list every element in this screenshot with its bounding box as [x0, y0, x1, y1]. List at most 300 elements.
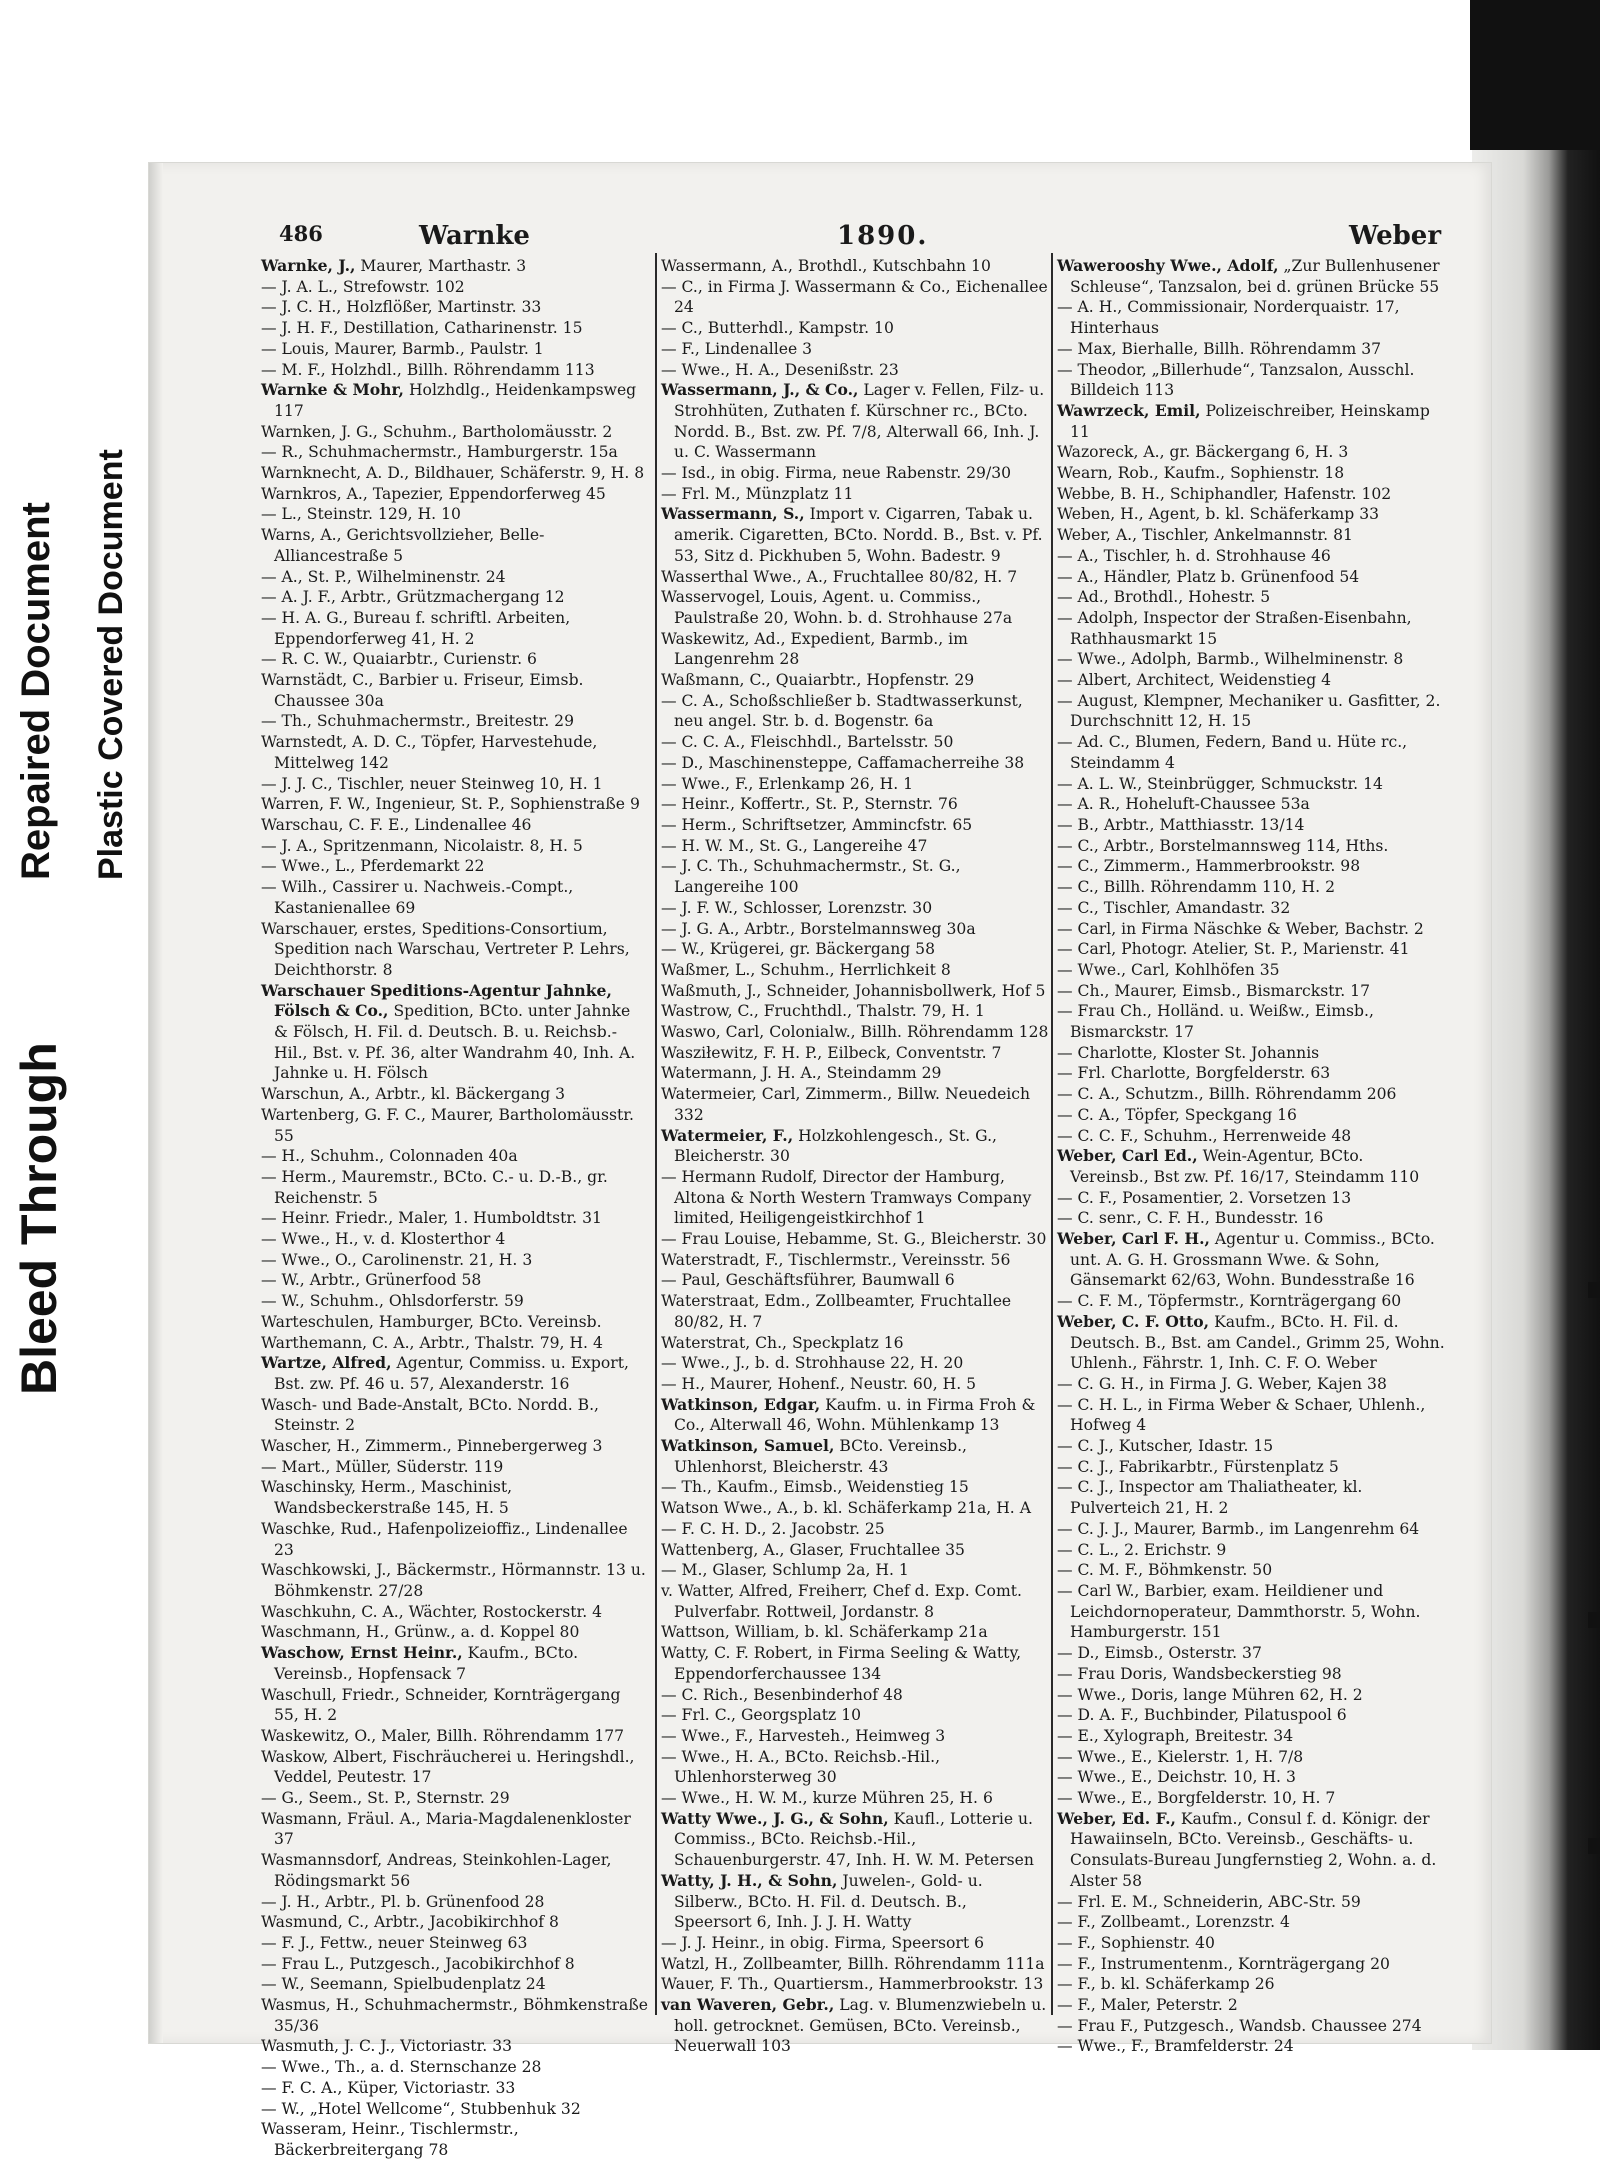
directory-entry — [661, 836, 1049, 857]
entry-text: — Charlotte, Kloster St. Johannis — [1057, 1043, 1320, 1062]
directory-entry — [261, 587, 649, 608]
column-2 — [661, 256, 1049, 2056]
entry-text: — Louis, Maurer, Barmb., Paulstr. 1 — [261, 339, 544, 358]
entry-text: — C. F. M., Töpfermstr., Kornträgergang 60 — [1057, 1292, 1402, 1311]
directory-entry — [661, 1063, 1049, 1084]
column-1 — [261, 256, 649, 2159]
entry-text: Weber, A., Tischler, Ankelmannstr. 81 — [1057, 526, 1353, 545]
entry-bold-name: Watermeier, F., — [661, 1125, 794, 1145]
entry-text: Wasmannsdorf, Andreas, Steinkohlen-Lager, Rödingsmarkt 56 — [261, 1851, 612, 1890]
entry-text: Waterstrat, Ch., Speckplatz 16 — [661, 1333, 904, 1352]
entry-text: Kaufm. u. in Firma Froh & Co., Alterwall 46, Wohn. Mühlenkamp 13 — [674, 1395, 1036, 1435]
directory-entry — [1057, 360, 1445, 401]
entry-bold-name: Wassermann, S., — [661, 504, 805, 524]
directory-entry — [661, 339, 1049, 360]
directory-entry — [661, 1540, 1049, 1561]
directory-entry — [1057, 256, 1445, 297]
entry-text: Waschinsky, Herm., Maschinist, Wandsbeckerstraße 145, H. 5 — [261, 1478, 513, 1518]
entry-text: Kaufm., BCto. Vereinsb., Hopfensack 7 — [274, 1644, 579, 1683]
directory-entry — [661, 360, 1049, 381]
entry-text: — Herm., Schriftsetzer, Ammincfstr. 65 — [661, 815, 973, 834]
directory-entry — [261, 484, 649, 505]
entry-bold-name: Warnke, J., — [261, 256, 356, 275]
entry-text: Waskewitz, Ad., Expedient, Barmb., im Langenrehm 28 — [661, 629, 968, 669]
entry-text: — C. F., Posamentier, 2. Vorsetzen 13 — [1057, 1188, 1352, 1207]
entry-bold-name: Watty, J. H., & Sohn, — [661, 1870, 838, 1890]
directory-entry — [261, 1622, 649, 1643]
directory-entry — [261, 380, 649, 421]
entry-text: Watson Wwe., A., b. kl. Schäferkamp 21a, H. A — [661, 1499, 1031, 1518]
directory-entry — [261, 1353, 649, 1394]
entry-text: Wassermann, A., Brothdl., Kutschbahn 10 — [661, 257, 991, 275]
directory-entry — [1057, 774, 1445, 795]
directory-entry — [1057, 525, 1445, 546]
entry-text: Import v. Cigarren, Tabak u. amerik. Cigaretten, BCto. Nordd. B., Bst. v. Pf. 53, Sitz d. Pickhuben 5, Wohn. Badestr. 9 — [674, 505, 1043, 565]
directory-entry — [661, 794, 1049, 815]
directory-entry — [1057, 1229, 1445, 1291]
directory-entry — [1057, 1705, 1445, 1726]
directory-entry — [1057, 463, 1445, 484]
directory-entry — [661, 1084, 1049, 1125]
entry-text: — Wwe., F., Bramfelderstr. 24 — [1057, 2037, 1294, 2056]
directory-entry — [661, 463, 1049, 484]
directory-entry — [1057, 1540, 1445, 1561]
entry-text: Wartenberg, G. F. C., Maurer, Bartholomäusstr. 55 — [261, 1105, 634, 1145]
entry-text: Polizeischreiber, Heinskamp 11 — [1070, 401, 1430, 441]
directory-entry — [661, 1581, 1049, 1622]
entry-text: — F. J., Fettw., neuer Steinweg 63 — [261, 1933, 528, 1952]
directory-entry — [1057, 401, 1445, 442]
directory-entry — [261, 1892, 649, 1913]
entry-text: — Wwe., O., Carolinenstr. 21, H. 3 — [261, 1250, 533, 1269]
entry-text: Wazoreck, A., gr. Bäckergang 6, H. 3 — [1057, 443, 1349, 462]
entry-text: — H., Schuhm., Colonnaden 40a — [261, 1147, 518, 1166]
directory-entry — [661, 1395, 1049, 1436]
entry-text: — Wwe., Th., a. d. Sternschanze 28 — [261, 2058, 542, 2077]
entry-text: — Wwe., Carl, Kohlhöfen 35 — [1057, 960, 1280, 979]
directory-entry — [261, 856, 649, 877]
directory-entry — [661, 1001, 1049, 1022]
entry-text: Waschull, Friedr., Schneider, Kornträgergang 55, H. 2 — [261, 1685, 621, 1725]
entry-text: — J. A., Spritzenmann, Nicolaistr. 8, H. 5 — [261, 836, 583, 855]
directory-entry — [661, 1643, 1049, 1684]
entry-text: — W., „Hotel Wellcome“, Stubbenhuk 32 — [261, 2099, 581, 2118]
entry-text: — C. J., Fabrikarbtr., Fürstenplatz 5 — [1057, 1457, 1339, 1476]
directory-entry — [261, 463, 649, 484]
directory-entry — [261, 981, 649, 1085]
directory-entry — [661, 504, 1049, 566]
entry-text: — C., in Firma J. Wassermann & Co., Eichenallee 24 — [661, 277, 1048, 317]
entry-text: — Carl, in Firma Näschke & Weber, Bachstr. 2 — [1057, 919, 1424, 938]
entry-text: Wearn, Rob., Kaufm., Sophienstr. 18 — [1057, 464, 1345, 483]
directory-entry — [1057, 1767, 1445, 1788]
directory-entry — [261, 1850, 649, 1891]
entry-text: — Theodor, „Billerhude“, Tanzsalon, Ausschl. Billdeich 113 — [1057, 360, 1415, 400]
column-divider — [1051, 253, 1053, 2015]
entry-text: Juwelen-, Gold- u. Silberw., BCto. H. Fil. d. Deutsch. B., Speersort 6, Inh. J. J. H. Watty — [674, 1871, 983, 1932]
entry-text: Warnken, J. G., Schuhm., Bartholomäusstr. 2 — [261, 422, 613, 441]
directory-entry — [1057, 608, 1445, 649]
entry-text: — C. G. H., in Firma J. G. Weber, Kajen 38 — [1057, 1374, 1387, 1393]
entry-text: — Wwe., H. A., BCto. Reichsb.-Hil., Uhlenhorsterweg 30 — [661, 1747, 941, 1787]
directory-entry — [1057, 297, 1445, 338]
entry-text: — Wwe., H., v. d. Klosterthor 4 — [261, 1230, 506, 1249]
directory-entry — [661, 1498, 1049, 1519]
directory-entry — [661, 1788, 1049, 1809]
header-last-entry: Weber — [1349, 221, 1442, 251]
entry-text: — C., Tischler, Amandastr. 32 — [1057, 898, 1291, 917]
directory-entry — [261, 318, 649, 339]
entry-bold-name: Weber, Ed. F., — [1057, 1808, 1176, 1828]
directory-entry — [1057, 1043, 1445, 1064]
entry-text: Wattson, William, b. kl. Schäferkamp 21a — [661, 1623, 988, 1642]
entry-text: — C. A., Schoßschließer b. Stadtwasserkunst, neu angel. Str. b. d. Bogenstr. 6a — [661, 691, 1023, 731]
entry-text: Watermeier, Carl, Zimmerm., Billw. Neuedeich 332 — [661, 1085, 1031, 1124]
entry-text: — W., Schuhm., Ohlsdorferstr. 59 — [261, 1292, 524, 1311]
directory-entry — [661, 484, 1049, 505]
directory-entry — [261, 1788, 649, 1809]
header-first-entry: Warnke — [419, 221, 530, 251]
entry-text: — J. C. H., Holzflößer, Martinstr. 33 — [261, 298, 542, 317]
directory-entry — [1057, 1291, 1445, 1312]
entry-text: BCto. Vereinsb., Uhlenhorst, Bleicherstr. 43 — [674, 1437, 967, 1476]
directory-entry — [1057, 1581, 1445, 1643]
directory-entry — [661, 919, 1049, 940]
column-divider — [655, 253, 657, 2015]
entry-text: — Frl. M., Münzplatz 11 — [661, 484, 854, 503]
directory-entry — [261, 670, 649, 711]
entry-text: — G., Seem., St. P., Sternstr. 29 — [261, 1789, 510, 1808]
entry-text: — Wwe., F., Erlenkamp 26, H. 1 — [661, 774, 914, 793]
entry-text: — E., Xylograph, Breitestr. 34 — [1057, 1726, 1294, 1745]
directory-entry — [261, 1105, 649, 1146]
directory-entry — [261, 2099, 649, 2120]
entry-text: — Mart., Müller, Süderstr. 119 — [261, 1457, 504, 1476]
entry-text: Watzl, H., Zollbeamter, Billh. Röhrendamm 111a — [661, 1954, 1045, 1973]
directory-entry — [1057, 1105, 1445, 1126]
directory-entry — [661, 1022, 1049, 1043]
directory-entry — [661, 318, 1049, 339]
entry-text: — August, Klempner, Mechaniker u. Gasfitter, 2. Durchschnitt 12, H. 15 — [1057, 691, 1441, 731]
directory-entry — [1057, 1063, 1445, 1084]
directory-entry — [1057, 1912, 1445, 1933]
entry-text: — D. A. F., Buchbinder, Pilatuspool 6 — [1057, 1706, 1347, 1725]
directory-entry — [261, 1747, 649, 1788]
directory-entry — [261, 1436, 649, 1457]
entry-bold-name: Wassermann, J., & Co., — [661, 380, 859, 400]
directory-entry — [261, 1726, 649, 1747]
entry-text: — A. R., Hoheluft-Chaussee 53a — [1057, 795, 1310, 814]
entry-text: Maurer, Marthastr. 3 — [355, 257, 527, 275]
directory-entry — [261, 1084, 649, 1105]
entry-text: — Paul, Geschäftsführer, Baumwall 6 — [661, 1271, 955, 1290]
directory-entry — [661, 691, 1049, 732]
entry-text: — Wwe., E., Deichstr. 10, H. 3 — [1057, 1768, 1296, 1787]
entry-text: — Albert, Architect, Weidenstieg 4 — [1057, 671, 1332, 690]
entry-text: Warteschulen, Hamburger, BCto. Vereinsb. — [261, 1312, 602, 1331]
entry-text: Kaufm., Consul f. d. Königr. der Hawaiinseln, BCto. Vereinsb., Geschäfts- u. Consulats-Bureau Jungfernstieg 2, Wohn. a. d. Alster 58 — [1070, 1809, 1437, 1890]
column-3 — [1057, 256, 1445, 2056]
directory-entry — [661, 1622, 1049, 1643]
entry-text: — Frau Ch., Holländ. u. Weißw., Eimsb., Bismarckstr. 17 — [1057, 1002, 1374, 1042]
directory-entry — [1057, 1374, 1445, 1395]
page-header — [279, 221, 1459, 251]
directory-entry — [661, 629, 1049, 670]
directory-entry — [661, 815, 1049, 836]
entry-text: „Zur Bullenhusener Schleuse“, Tanzsalon, bei d. grünen Brücke 55 — [1070, 257, 1440, 296]
directory-entry — [261, 1974, 649, 1995]
directory-entry — [661, 1995, 1049, 2057]
entry-text: — H. A. G., Bureau f. schriftl. Arbeiten, Eppendorferweg 41, H. 2 — [261, 608, 571, 648]
entry-text: Warren, F. W., Ingenieur, St. P., Sophienstraße 9 — [261, 795, 640, 814]
entry-text: — M. F., Holzhdl., Billh. Röhrendamm 113 — [261, 360, 595, 379]
entry-text: — H., Maurer, Hohenf., Neustr. 60, H. 5 — [661, 1374, 977, 1393]
directory-entry — [1057, 1974, 1445, 1995]
entry-bold-name: Watkinson, Edgar, — [661, 1394, 821, 1414]
entry-text: — Frau L., Putzgesch., Jacobikirchhof 8 — [261, 1954, 575, 1973]
entry-text: — Th., Schuhmachermstr., Breitestr. 29 — [261, 712, 575, 731]
entry-text: — F. C. H. D., 2. Jacobstr. 25 — [661, 1519, 885, 1538]
directory-entry — [1057, 732, 1445, 773]
entry-text: — Wwe., H. W. M., kurze Mühren 25, H. 6 — [661, 1789, 993, 1808]
directory-entry — [1057, 504, 1445, 525]
entry-text: Warschauer, erstes, Speditions-Consortium, Spedition nach Warschau, Vertreter P. Lehrs, Deichthorstr. 8 — [261, 919, 630, 979]
entry-text: — C., Arbtr., Borstelmannsweg 114, Hths. — [1057, 836, 1389, 855]
directory-entry — [261, 1560, 649, 1601]
directory-entry — [1057, 1126, 1445, 1147]
entry-text: Wein-Agentur, BCto. Vereinsb., Bst zw. Pf. 16/17, Steindamm 110 — [1070, 1147, 1420, 1186]
entry-text: Webbe, B. H., Schiphandler, Hafenstr. 102 — [1057, 484, 1392, 503]
entry-text: Waskewitz, O., Maler, Billh. Röhrendamm 177 — [261, 1726, 625, 1745]
directory-entry — [661, 1933, 1049, 1954]
entry-text: Warschun, A., Arbtr., kl. Bäckergang 3 — [261, 1085, 566, 1104]
entry-text: — Th., Kaufm., Eimsb., Weidenstieg 15 — [661, 1478, 969, 1497]
directory-entry — [1057, 1001, 1445, 1042]
directory-entry — [1057, 670, 1445, 691]
entry-text: — C. M. F., Böhmkenstr. 50 — [1057, 1561, 1273, 1580]
entry-text: — A., Tischler, h. d. Strohhause 46 — [1057, 546, 1331, 565]
directory-entry — [1057, 1188, 1445, 1209]
directory-entry — [661, 732, 1049, 753]
directory-entry — [261, 919, 649, 981]
entry-text: — A. J. F., Arbtr., Grützmachergang 12 — [261, 588, 565, 607]
directory-entry — [1057, 1146, 1445, 1187]
entry-text: — Adolph, Inspector der Straßen-Eisenbahn, Rathhausmarkt 15 — [1057, 608, 1412, 648]
entry-text: — C. A., Töpfer, Speckgang 16 — [1057, 1105, 1297, 1124]
entry-text: — C. senr., C. F. H., Bundesstr. 16 — [1057, 1209, 1324, 1228]
directory-entry — [661, 1043, 1049, 1064]
directory-entry — [261, 1477, 649, 1518]
directory-entry — [661, 1229, 1049, 1250]
directory-entry — [261, 1933, 649, 1954]
entry-text: — Wwe., F., Harvesteh., Heimweg 3 — [661, 1726, 946, 1745]
directory-entry — [1057, 587, 1445, 608]
directory-entry — [261, 2078, 649, 2099]
entry-text: — C., Zimmerm., Hammerbrookstr. 98 — [1057, 857, 1361, 876]
entry-bold-name: Warschauer Speditions-Agentur Jahnke, Fölsch & Co., — [261, 980, 612, 1021]
entry-text: Wasmund, C., Arbtr., Jacobikirchhof 8 — [261, 1913, 559, 1932]
entry-text: Lager v. Fellen, Filz- u. Strohhüten, Zuthaten f. Kürschner rc., BCto. Nordd. B., Bst. zw. Pf. 7/8, Alterwall 66, Inh. J. u. C. Wassermann — [674, 381, 1045, 462]
directory-entry — [1057, 442, 1445, 463]
directory-entry — [661, 981, 1049, 1002]
directory-entry — [261, 1457, 649, 1478]
directory-entry — [1057, 1788, 1445, 1809]
entry-text: Spedition, BCto. unter Jahnke & Fölsch, H. Fil. d. Deutsch. B. u. Reichsb.-Hil., Bst. v. Pf. 36, alter Wandrahm 40, Inh. A. Jahnke u. H. Fölsch — [274, 1002, 636, 1083]
scan-dark-border — [1470, 0, 1600, 150]
directory-entry — [1057, 856, 1445, 877]
directory-entry — [1057, 1664, 1445, 1685]
entry-text: — Wwe., L., Pferdemarkt 22 — [261, 857, 485, 876]
entry-text: — Frl. C., Georgsplatz 10 — [661, 1706, 862, 1725]
entry-bold-name: Waschow, Ernst Heinr., — [261, 1643, 463, 1663]
directory-entry — [261, 2119, 649, 2160]
directory-entry — [1057, 1892, 1445, 1913]
directory-entry — [261, 567, 649, 588]
header-year: 1890. — [837, 221, 929, 251]
entry-text: — J. J. Heinr., in obig. Firma, Speersort 6 — [661, 1933, 984, 1952]
directory-entry — [661, 1436, 1049, 1477]
directory-entry — [661, 277, 1049, 318]
directory-entry — [261, 794, 649, 815]
entry-text: Warnkros, A., Tapezier, Eppendorferweg 45 — [261, 484, 606, 503]
directory-entry — [1057, 919, 1445, 940]
directory-entry — [661, 1519, 1049, 1540]
bleed-through-label: Bleed Through — [11, 1042, 67, 1395]
directory-entry — [261, 297, 649, 318]
directory-entry — [261, 608, 649, 649]
directory-entry — [661, 1974, 1049, 1995]
directory-entry — [1057, 1995, 1445, 2016]
entry-text: — A. H., Commissionair, Norderquaistr. 17, Hinterhaus — [1057, 298, 1400, 338]
entry-bold-name: Wartze, Alfred, — [261, 1353, 392, 1373]
entry-text: — R., Schuhmachermstr., Hamburgerstr. 15a — [261, 443, 618, 462]
entry-text: — Carl, Photogr. Atelier, St. P., Marienstr. 41 — [1057, 940, 1410, 959]
directory-entry — [661, 1809, 1049, 1871]
plastic-covered-label: Plastic Covered Document — [92, 449, 130, 880]
entry-text: — R. C. W., Quaiarbtr., Curienstr. 6 — [261, 650, 537, 669]
directory-entry — [661, 1126, 1049, 1167]
entry-text: Warns, A., Gerichtsvollzieher, Belle-Alliancestraße 5 — [261, 526, 545, 565]
entry-text: — Wwe., E., Kielerstr. 1, H. 7/8 — [1057, 1747, 1304, 1766]
directory-entry — [261, 774, 649, 795]
directory-entry — [661, 1705, 1049, 1726]
directory-entry — [261, 1643, 649, 1684]
entry-text: — Heinr. Friedr., Maler, 1. Humboldtstr. 31 — [261, 1209, 602, 1228]
entry-bold-name: Wawerooshy Wwe., Adolf, — [1057, 256, 1279, 275]
directory-entry — [261, 1250, 649, 1271]
directory-entry — [261, 1333, 649, 1354]
directory-entry — [261, 256, 649, 277]
directory-entry — [1057, 981, 1445, 1002]
entry-text: — Ad., Brothdl., Hohestr. 5 — [1057, 588, 1271, 607]
entry-text: — M., Glaser, Schlump 2a, H. 1 — [661, 1561, 909, 1580]
directory-entry — [661, 1291, 1049, 1332]
entry-text: Agentur, Commiss. u. Export, Bst. zw. Pf. 46 u. 57, Alexanderstr. 16 — [274, 1354, 629, 1393]
page-number: 486 — [279, 221, 323, 246]
directory-entry — [661, 1270, 1049, 1291]
entry-text: — J. F. W., Schlosser, Lorenzstr. 30 — [661, 898, 933, 917]
entry-text: Waterstraat, Edm., Zollbeamter, Fruchtallee 80/82, H. 7 — [661, 1292, 1012, 1331]
directory-entry — [1057, 1726, 1445, 1747]
entry-text: Waschmann, H., Grünw., a. d. Koppel 80 — [261, 1623, 580, 1642]
entry-text: — Heinr., Koffertr., St. P., Sternstr. 76 — [661, 795, 958, 814]
entry-text: Holzkohlengesch., St. G., Bleicherstr. 30 — [674, 1126, 997, 1166]
entry-text: — W., Seemann, Spielbudenplatz 24 — [261, 1975, 546, 1994]
entry-text: — F., Lindenallee 3 — [661, 339, 813, 358]
directory-entry — [661, 587, 1049, 628]
entry-text: — W., Arbtr., Grünerfood 58 — [261, 1271, 482, 1290]
directory-entry — [261, 732, 649, 773]
entry-text: — Wwe., E., Borgfelderstr. 10, H. 7 — [1057, 1789, 1336, 1808]
directory-entry — [1057, 1395, 1445, 1436]
entry-text: Warschau, C. F. E., Lindenallee 46 — [261, 815, 532, 834]
entry-text: Wasch- und Bade-Anstalt, BCto. Nordd. B., Steinstr. 2 — [261, 1395, 599, 1435]
entry-text: — F., Sophienstr. 40 — [1057, 1933, 1215, 1952]
directory-entry — [1057, 2036, 1445, 2057]
directory-entry — [261, 1167, 649, 1208]
directory-entry — [1057, 1809, 1445, 1892]
entry-text: Agentur u. Commiss., BCto. unt. A. G. H. Grossmann Wwe. & Sohn, Gänsemarkt 62/63, Wohn. Bundesstraße 16 — [1070, 1230, 1435, 1290]
entry-bold-name: van Waveren, Gebr., — [661, 1995, 835, 2015]
directory-entry — [1057, 1519, 1445, 1540]
entry-text: Wascher, H., Zimmerm., Pinnebergerweg 3 — [261, 1437, 603, 1456]
directory-entry — [661, 380, 1049, 463]
entry-text: Watermann, J. H. A., Steindamm 29 — [661, 1064, 942, 1083]
entry-text: Waßmann, C., Quaiarbtr., Hopfenstr. 29 — [661, 671, 975, 690]
entry-text: Waschkowski, J., Bäckermstr., Hörmannstr. 13 u. Böhmkenstr. 27/28 — [261, 1561, 646, 1600]
directory-entry — [261, 2036, 649, 2057]
entry-text: — J. G. A., Arbtr., Borstelmannsweg 30a — [661, 919, 976, 938]
directory-entry — [261, 1208, 649, 1229]
entry-text: — C. Rich., Besenbinderhof 48 — [661, 1685, 903, 1704]
entry-text: — L., Steinstr. 129, H. 10 — [261, 505, 461, 524]
entry-text: Waßmer, L., Schuhm., Herrlichkeit 8 — [661, 960, 951, 979]
page-edge-shadow — [149, 163, 163, 2043]
directory-entry — [261, 422, 649, 443]
entry-text: Warthemann, C. A., Arbtr., Thalstr. 79, H. 4 — [261, 1333, 603, 1352]
entry-text: — B., Arbtr., Matthiasstr. 13/14 — [1057, 815, 1305, 834]
entry-text: — D., Maschinensteppe, Caffamacherreihe 38 — [661, 753, 1025, 772]
entry-text: Warnknecht, A. D., Bildhauer, Schäferstr. 9, H. 8 — [261, 464, 645, 483]
entry-text: — C. C. F., Schuhm., Herrenweide 48 — [1057, 1126, 1352, 1145]
entry-text: — W., Krügerei, gr. Bäckergang 58 — [661, 940, 936, 959]
entry-bold-name: Watty Wwe., J. G., & Sohn, — [661, 1808, 889, 1828]
entry-text: — C. J., Kutscher, Idastr. 15 — [1057, 1437, 1274, 1456]
entry-text: — F., Maler, Peterstr. 2 — [1057, 1996, 1238, 2015]
entry-text: — Max, Bierhalle, Billh. Röhrendamm 37 — [1057, 339, 1382, 358]
entry-text: Holzhdlg., Heidenkampsweg 117 — [274, 381, 637, 420]
directory-entry — [661, 670, 1049, 691]
entry-text: — Isd., in obig. Firma, neue Rabenstr. 29/30 — [661, 464, 1012, 483]
entry-text: — C., Butterhdl., Kampstr. 10 — [661, 319, 894, 338]
entry-bold-name: Weber, Carl Ed., — [1057, 1146, 1198, 1166]
directory-entry — [261, 2057, 649, 2078]
directory-entry — [261, 649, 649, 670]
directory-entry — [261, 277, 649, 298]
repaired-document-label: Repaired Document — [14, 502, 58, 880]
entry-bold-name: Weber, C. F. Otto, — [1057, 1311, 1210, 1331]
directory-entry — [261, 1912, 649, 1933]
directory-entry — [1057, 939, 1445, 960]
directory-entry — [661, 1477, 1049, 1498]
entry-text: — Ch., Maurer, Eimsb., Bismarckstr. 17 — [1057, 981, 1370, 1000]
directory-entry — [661, 960, 1049, 981]
entry-text: — A., St. P., Wilhelminenstr. 24 — [261, 567, 506, 586]
directory-entry — [661, 1167, 1049, 1229]
entry-text: Wasmus, H., Schuhmachermstr., Böhmkenstraße 35/36 — [261, 1996, 649, 2035]
entry-text: — C., Billh. Röhrendamm 110, H. 2 — [1057, 878, 1335, 897]
entry-bold-name: Watkinson, Samuel, — [661, 1436, 835, 1456]
